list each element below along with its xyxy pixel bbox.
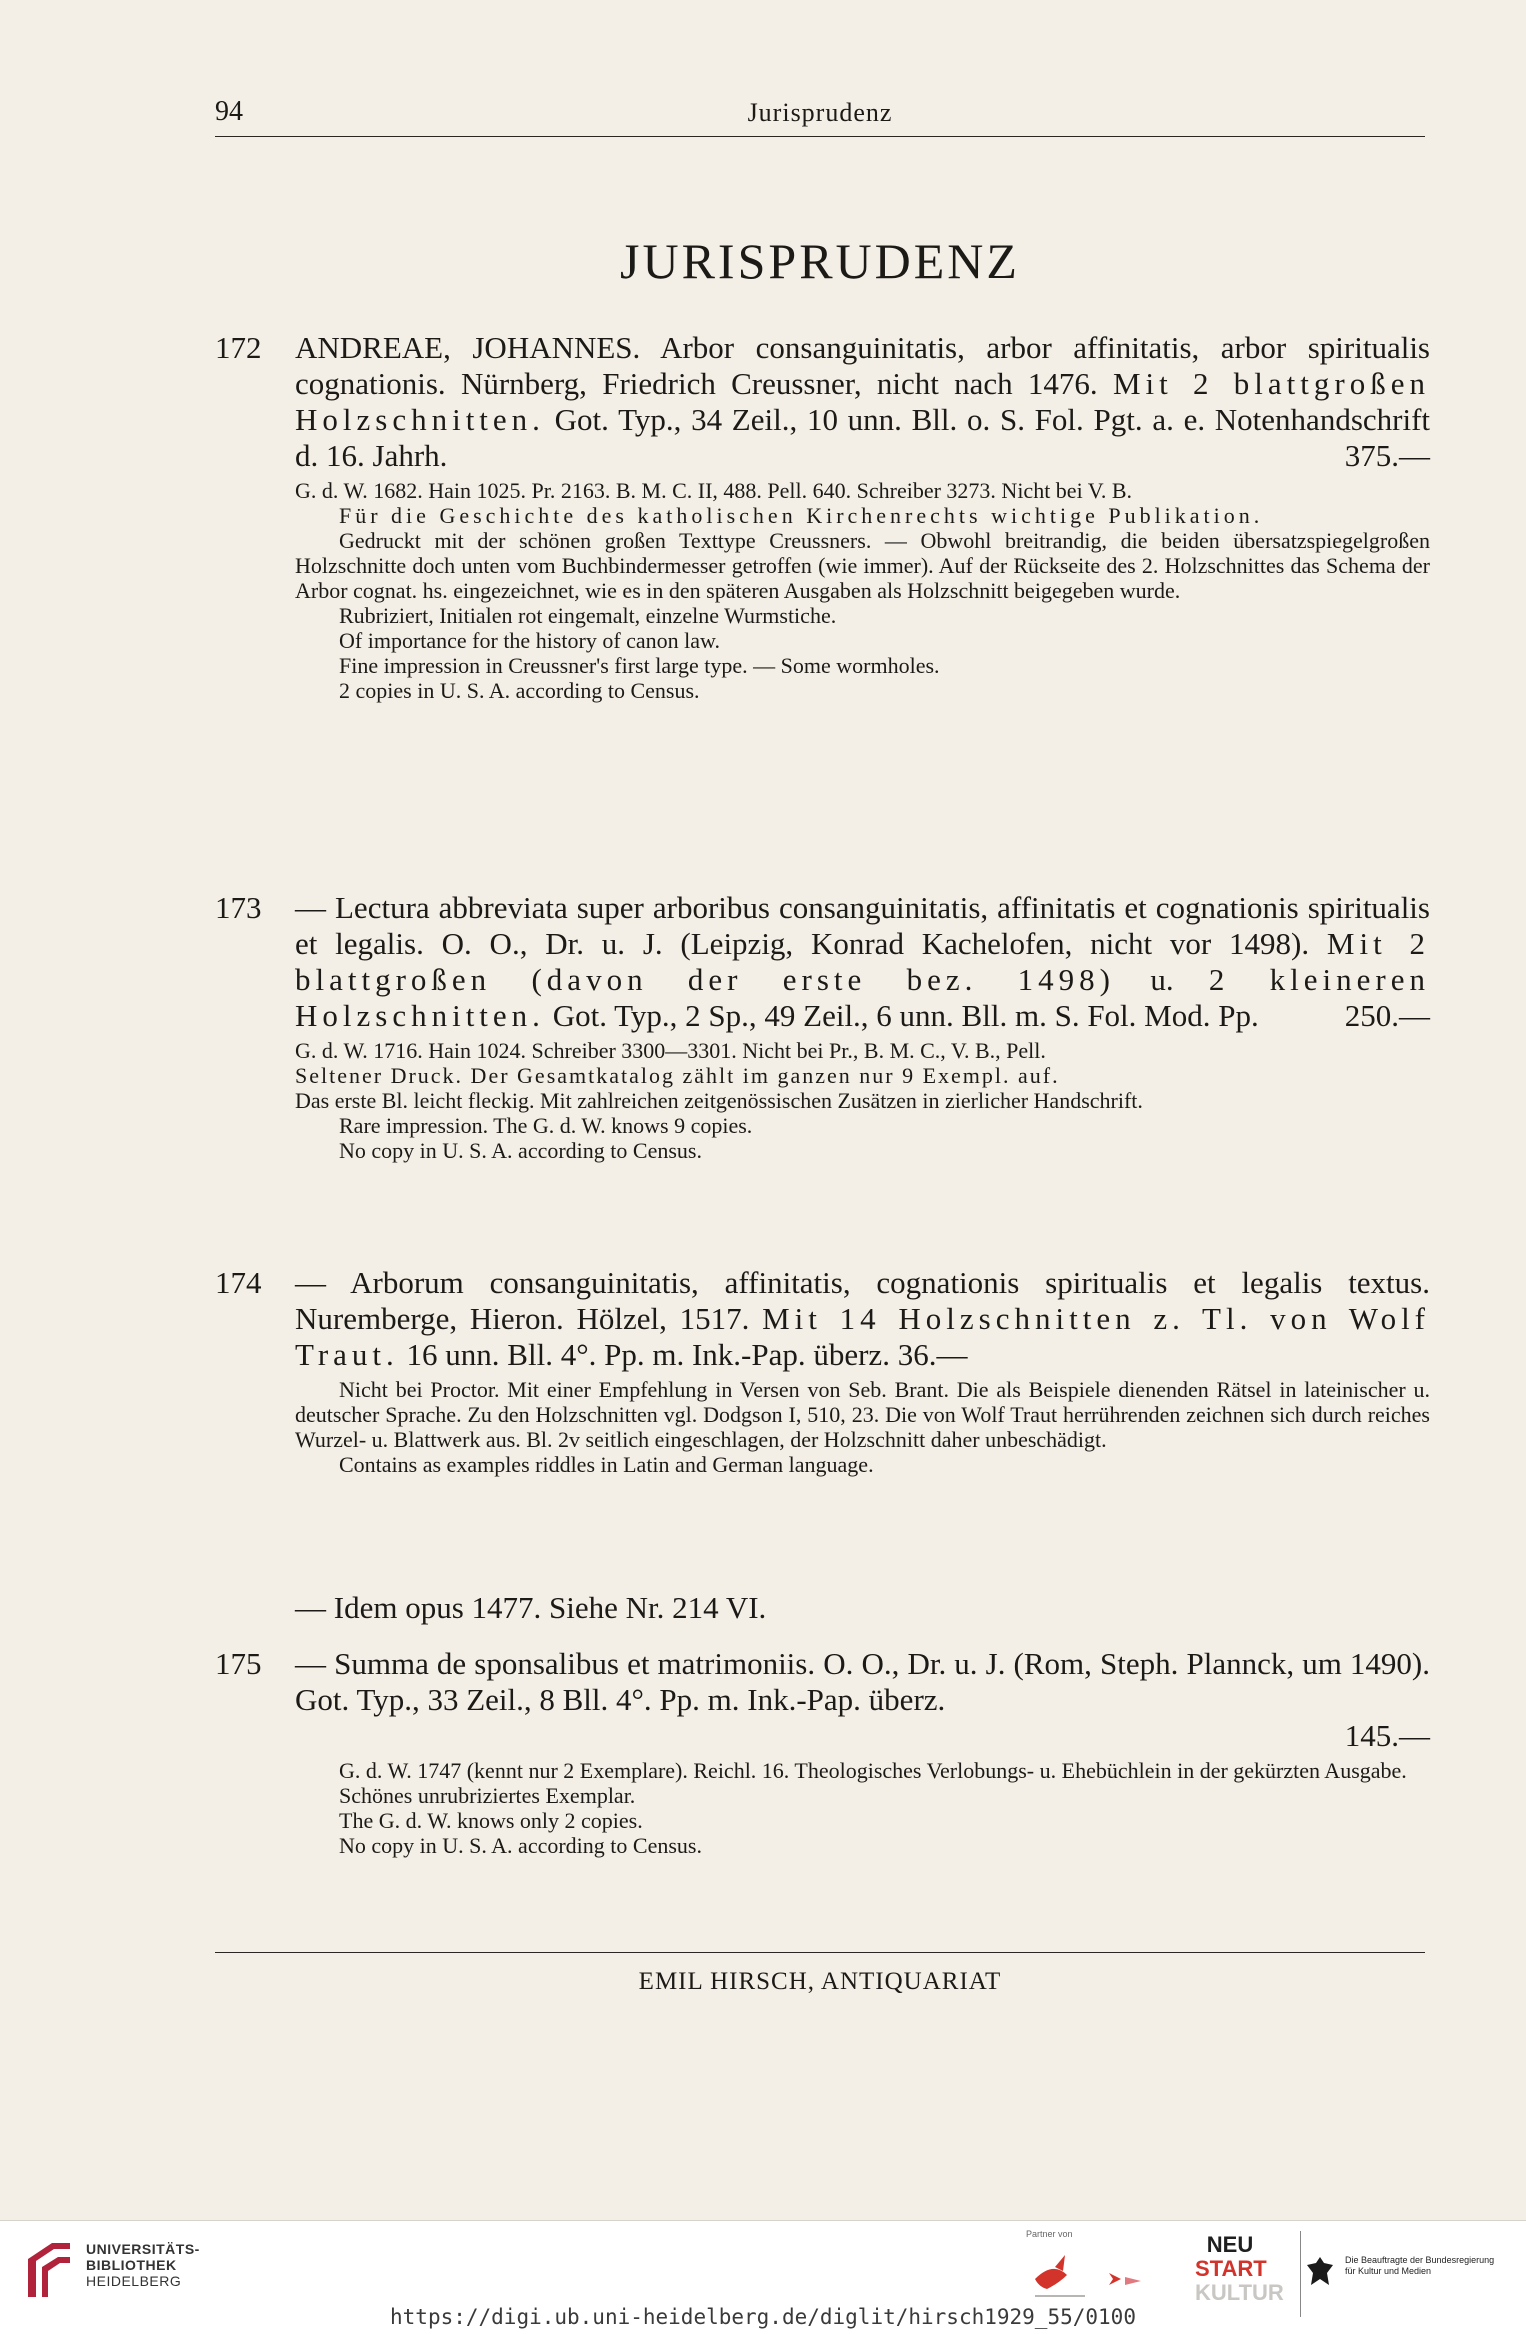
university-library-logo-icon[interactable] — [22, 2239, 76, 2299]
entry-spaced-text: Mit 2 blattgroßen (davon der erste bez. 1498) — [295, 926, 1430, 997]
note-line: The G. d. W. knows only 2 copies. — [339, 1808, 643, 1833]
neustart-line: KULTUR — [1195, 2280, 1284, 2305]
entry-number: 174 — [215, 1265, 262, 1300]
note-line: Gedruckt mit der schönen großen Texttype Creussners. — Obwohl breitrandig, die beiden übersatzspiegelgroßen Holzschnitte doch unten vom Buchbindermesser getroffen (wie immer). Auf der Rückseite des 2. Holzschnittes das Schema der Arbor cognat. hs. eingezeichnet, wie es in den späteren Ausgaben als Holzschnitt beigegeben wurde. — [295, 528, 1430, 603]
footer-rule — [215, 1952, 1425, 1953]
bkm-text: Die Beauftragte der Bundesregierung für Kultur und Medien — [1345, 2255, 1495, 2276]
page-number: 94 — [215, 96, 243, 127]
section-title: JURISPRUDENZ — [620, 233, 1020, 289]
entry-spaced-text: Mit 14 Holzschnitten z. Tl. von Wolf Traut. — [295, 1301, 1431, 1372]
entry-number: 175 — [215, 1646, 262, 1681]
entry-notes — [295, 1377, 1430, 1477]
entry-price: 250.— — [1344, 998, 1430, 1033]
note-line: Of importance for the history of canon law. — [339, 628, 721, 653]
neustart-line: START — [1195, 2256, 1267, 2281]
entry-text: — Lectura abbreviata super arboribus consanguinitatis, affinitatis et cognationis spiritualis et legalis. O. O., Dr. u. J. (Leipzig, Konrad Kachelofen, nicht vor 1498). — [295, 890, 1430, 961]
neustart-kultur-logo[interactable] — [1195, 2232, 1284, 2313]
note-line: Nicht bei Proctor. Mit einer Empfehlung in Versen von Seb. Brant. Die als Beispiele dienenden Rätsel in lateinischer u. deutscher Sprache. Zu den Holzschnitten vgl. Dodgson I, 510, 23. Die von Wolf Traut herrührenden zeichnen sich durch reiches Wurzel- u. Blattwerk aus. Bl. 2v seitlich eingeschlagen, der Holzschnitt daher unbeschädigt. — [295, 1377, 1430, 1452]
note-line: Rubriziert, Initialen rot eingemalt, einzelne Wurmstiche. — [339, 603, 837, 628]
entry-text-mid: u. — [1150, 962, 1174, 997]
entry-spaced-text: Mit 2 blattgroßen Holzschnitten. — [295, 366, 1430, 437]
note-line: Das erste Bl. leicht fleckig. Mit zahlreichen zeitgenössischen Zusätzen in zierlicher Handschrift. — [295, 1088, 1143, 1113]
entry-number: 172 — [215, 330, 262, 365]
partner-label: Partner von — [1026, 2229, 1073, 2239]
entry-title — [295, 1590, 1430, 1626]
note-line: G. d. W. 1747 (kennt nur 2 Exemplare). Reichl. 16. Theologisches Verlobungs- u. Ehebüchlein in der gekürzten Ausgabe. — [339, 1758, 1407, 1783]
entry-notes — [295, 478, 1430, 703]
running-head: Jurisprudenz — [747, 98, 893, 127]
note-line: Schönes unrubriziertes Exemplar. — [339, 1783, 636, 1808]
note-line: Contains as examples riddles in Latin and German language. — [339, 1452, 874, 1477]
note-line: No copy in U. S. A. according to Census. — [339, 1833, 702, 1858]
publisher-footer: EMIL HIRSCH, ANTIQUARIAT — [638, 1968, 1002, 1995]
note-line: 2 copies in U. S. A. according to Census. — [339, 678, 700, 703]
catalog-entry-174 — [215, 1265, 1430, 1477]
entry-text: — Arborum consanguinitatis, affinitatis, cognationis spiritualis et legalis textus. Nuremberge, Hieron. Hölzel, 1517. — [295, 1265, 1430, 1336]
note-line: Rare impression. The G. d. W. knows 9 copies. — [339, 1113, 753, 1138]
entry-text: ANDREAE, JOHANNES. Arbor consanguinitatis, arbor affinitatis, arbor spiritualis cognationis. Nürnberg, Friedrich Creussner, nicht nach 1476. — [295, 330, 1430, 401]
entry-text: — Idem opus 1477. Siehe Nr. 214 VI. — [295, 1590, 767, 1625]
note-line: No copy in U. S. A. according to Census. — [339, 1138, 702, 1163]
entry-number: 173 — [215, 890, 262, 925]
entry-title — [295, 890, 1430, 1034]
entry-price: 375.— — [1344, 438, 1430, 473]
note-line: G. d. W. 1716. Hain 1024. Schreiber 3300—3301. Nicht bei Pr., B. M. C., V. B., Pell. — [295, 1038, 1046, 1063]
catalog-entry-175 — [215, 1646, 1430, 1858]
entry-title — [295, 1265, 1430, 1373]
entry-notes — [295, 1038, 1430, 1163]
entry-notes — [295, 1758, 1430, 1858]
note-line: Fine impression in Creussner's first large type. — Some wormholes. — [339, 653, 940, 678]
entry-text-cont: Got. Typ., 2 Sp., 49 Zeil., 6 unn. Bll. m. S. Fol. Mod. Pp. — [552, 998, 1259, 1033]
viewer-bottom-bar — [0, 2220, 1526, 2334]
deutsche-digitale-bibliothek-logo-icon[interactable] — [1025, 2249, 1155, 2309]
entry-text: — Summa de sponsalibus et matrimoniis. O. O., Dr. u. J. (Rom, Steph. Plannck, um 1490). Got. Typ., 33 Zeil., 8 Bll. 4°. Pp. m. Ink.-Pap. überz. — [295, 1646, 1430, 1717]
entry-title — [295, 1646, 1430, 1754]
federal-eagle-icon — [1305, 2253, 1335, 2293]
library-name-line: BIBLIOTHEK — [86, 2257, 177, 2273]
note-line: Seltener Druck. Der Gesamtkatalog zählt im ganzen nur 9 Exempl. auf. — [295, 1063, 1060, 1088]
catalog-entry-172 — [215, 330, 1430, 703]
neustart-line: NEU — [1206, 2232, 1254, 2257]
entry-text-cont: 16 unn. Bll. 4°. Pp. m. Ink.-Pap. überz. 36.— — [406, 1337, 968, 1372]
university-library-name — [86, 2241, 200, 2289]
entry-title — [295, 330, 1430, 474]
note-line: Für die Geschichte des katholischen Kirchenrechts wichtige Publikation. — [339, 503, 1264, 528]
catalog-entry-173 — [215, 890, 1430, 1163]
entry-spaced-text-2: 2 kleineren Holzschnitten. — [295, 962, 1431, 1033]
note-line: G. d. W. 1682. Hain 1025. Pr. 2163. B. M. C. II, 488. Pell. 640. Schreiber 3273. Nicht bei V. B. — [295, 478, 1133, 503]
entry-text-cont: Got. Typ., 34 Zeil., 10 unn. Bll. o. S. Fol. Pgt. a. e. Notenhandschrift d. 16. Jahrh. — [295, 402, 1431, 473]
library-name-line: UNIVERSITÄTS- — [86, 2241, 200, 2257]
library-name-line: HEIDELBERG — [86, 2273, 182, 2289]
entry-price: 145.— — [1344, 1718, 1430, 1753]
page-header — [215, 96, 1425, 137]
page-url[interactable]: https://digi.ub.uni-heidelberg.de/diglit/hirsch1929_55/0100 — [390, 2305, 1136, 2329]
catalog-entry-cross-reference — [215, 1590, 1430, 1626]
